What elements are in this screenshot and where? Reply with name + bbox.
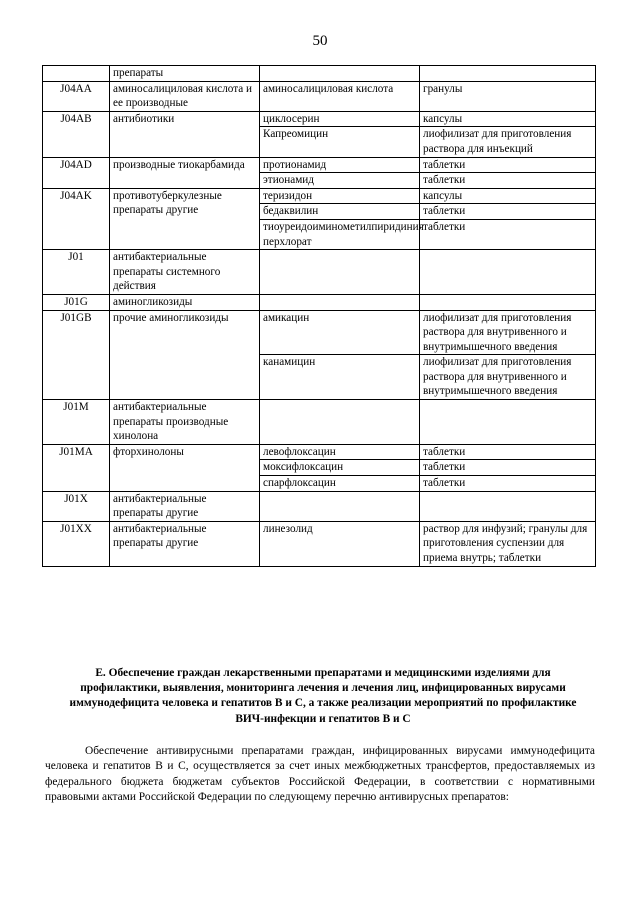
atc-code-cell: J04AD (43, 157, 110, 188)
drug-name-cell: протионамид (260, 157, 420, 173)
drug-name-cell: бедаквилин (260, 204, 420, 220)
atc-code-cell: J01GB (43, 310, 110, 400)
drug-name-cell: тиоуреидоиминометилпиридиния перхлорат (260, 219, 420, 249)
atc-group-cell: производные тиокарбамида (110, 157, 260, 188)
dosage-form-cell: таблетки (420, 476, 596, 492)
table-row (43, 444, 596, 460)
dosage-form-cell: лиофилизат для приготовления раствора для внутривенного и внутримышечного введения (420, 355, 596, 400)
drug-name-cell: теризидон (260, 188, 420, 204)
atc-code-cell: J04AA (43, 81, 110, 111)
atc-group-cell: антибактериальные препараты системного действия (110, 250, 260, 295)
atc-code-cell: J01MA (43, 444, 110, 491)
atc-group-cell: антибиотики (110, 111, 260, 157)
table-row (43, 310, 596, 355)
table-row (43, 491, 596, 521)
atc-group-cell: аминогликозиды (110, 294, 260, 310)
drug-table-body (43, 66, 596, 567)
dosage-form-cell (420, 294, 596, 310)
drug-name-cell: этионамид (260, 173, 420, 189)
table-row (43, 66, 596, 82)
atc-group-cell: препараты (110, 66, 260, 82)
table-row (43, 111, 596, 127)
drug-name-cell (260, 294, 420, 310)
dosage-form-cell (420, 491, 596, 521)
atc-group-cell: фторхинолоны (110, 444, 260, 491)
page-number: 50 (312, 33, 328, 49)
table-row (43, 250, 596, 295)
atc-group-cell: противотуберкулезные препараты другие (110, 188, 260, 249)
drug-name-cell: циклосерин (260, 111, 420, 127)
drug-name-cell: канамицин (260, 355, 420, 400)
dosage-form-cell (420, 250, 596, 295)
dosage-form-cell: таблетки (420, 157, 596, 173)
table-row (43, 294, 596, 310)
drug-name-cell (260, 66, 420, 82)
atc-group-cell: аминосалициловая кислота и ее производные (110, 81, 260, 111)
drug-name-cell: спарфлоксацин (260, 476, 420, 492)
dosage-form-cell: таблетки (420, 460, 596, 476)
table-row (43, 188, 596, 204)
atc-code-cell (43, 66, 110, 82)
drug-name-cell: аминосалициловая кислота (260, 81, 420, 111)
atc-group-cell: антибактериальные препараты другие (110, 521, 260, 566)
dosage-form-cell: капсулы (420, 188, 596, 204)
dosage-form-cell: таблетки (420, 204, 596, 220)
drug-name-cell: линезолид (260, 521, 420, 566)
table-row (43, 521, 596, 566)
dosage-form-cell: таблетки (420, 219, 596, 249)
dosage-form-cell: гранулы (420, 81, 596, 111)
drug-name-cell: Капреомицин (260, 127, 420, 157)
dosage-form-cell: таблетки (420, 173, 596, 189)
drug-name-cell: левофлоксацин (260, 444, 420, 460)
dosage-form-cell: таблетки (420, 444, 596, 460)
drug-name-cell: моксифлоксацин (260, 460, 420, 476)
atc-group-cell: антибактериальные препараты производные хинолона (110, 400, 260, 445)
atc-group-cell: прочие аминогликозиды (110, 310, 260, 400)
table-row (43, 157, 596, 173)
dosage-form-cell: раствор для инфузий; гранулы для приготовления суспензии для приема внутрь; таблетки (420, 521, 596, 566)
drug-name-cell (260, 491, 420, 521)
atc-code-cell: J04AB (43, 111, 110, 157)
dosage-form-cell (420, 66, 596, 82)
atc-code-cell: J01X (43, 491, 110, 521)
drug-name-cell: амикацин (260, 310, 420, 355)
atc-code-cell: J01M (43, 400, 110, 445)
dosage-form-cell: капсулы (420, 111, 596, 127)
drug-list-table (42, 65, 596, 567)
table-row (43, 400, 596, 445)
dosage-form-cell: лиофилизат для приготовления раствора для внутривенного и внутримышечного введения (420, 310, 596, 355)
atc-code-cell: J01XX (43, 521, 110, 566)
atc-code-cell: J01G (43, 294, 110, 310)
drug-name-cell (260, 250, 420, 295)
atc-code-cell: J04AK (43, 188, 110, 249)
drug-name-cell (260, 400, 420, 445)
table-row (43, 81, 596, 111)
body-paragraph: Обеспечение антивирусными препаратами граждан, инфицированных вирусами иммунодефицита человека и гепатитов B и C, осуществляется за счет иных межбюджетных трансфертов, предоставляемых из федерального бюджета бюджетам субъектов Российской Федерации, в соответствии с нормативными правовыми актами Российской Федерации по следующему перечню антивирусных препаратов: (45, 745, 595, 804)
dosage-form-cell (420, 400, 596, 445)
section-heading: E. Обеспечение граждан лекарственными препаратами и медицинскими изделиями для профилактики, выявления, мониторинга лечения и лечения лиц, инфицированных вирусами иммунодефицита человека и гепатитов B и C, а также реализации мероприятий по профилактике ВИЧ-инфекции и гепатитов B и C (69, 667, 577, 725)
atc-group-cell: антибактериальные препараты другие (110, 491, 260, 521)
dosage-form-cell: лиофилизат для приготовления раствора для инъекций (420, 127, 596, 157)
atc-code-cell: J01 (43, 250, 110, 295)
